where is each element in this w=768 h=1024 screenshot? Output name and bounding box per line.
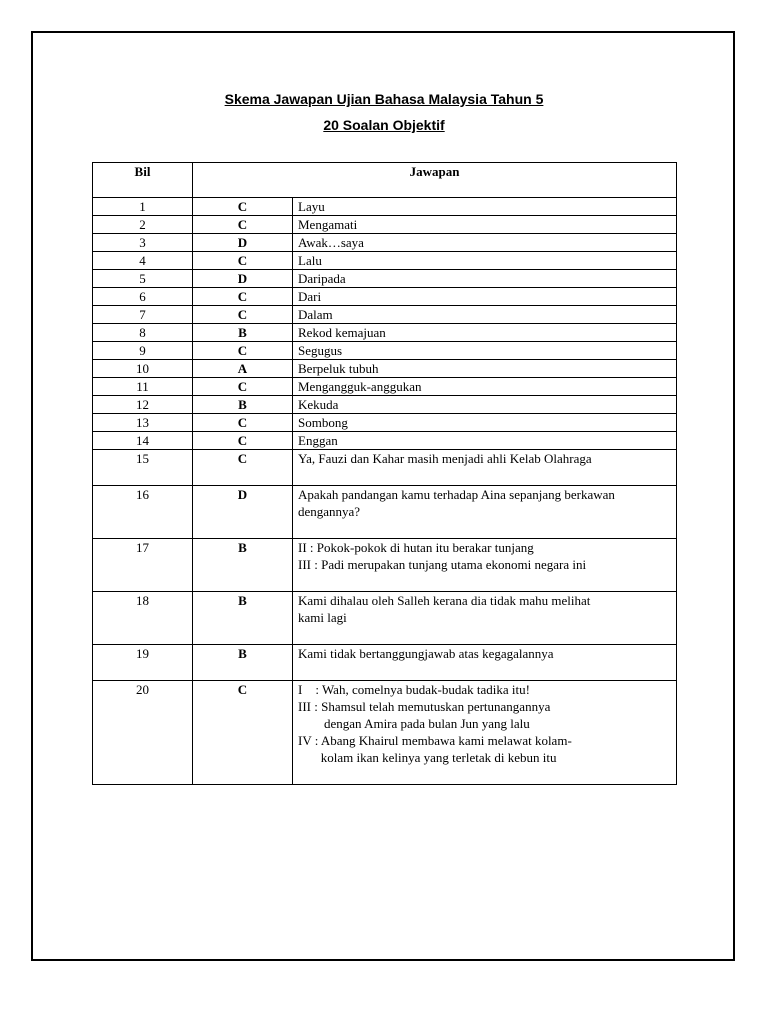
table-row xyxy=(93,592,677,645)
answer-letter: C xyxy=(193,450,293,486)
row-number: 10 xyxy=(93,360,193,378)
answer-letter: A xyxy=(193,360,293,378)
answer-letter: C xyxy=(193,681,293,785)
answer-text xyxy=(293,645,677,681)
answer-text xyxy=(293,396,677,414)
table-row xyxy=(93,216,677,234)
answer-line: dengannya? xyxy=(298,504,361,519)
answer-text xyxy=(293,450,677,486)
table-row xyxy=(93,378,677,396)
answer-line: Mengangguk-anggukan xyxy=(298,379,422,394)
answer-letter: C xyxy=(193,252,293,270)
answer-line: Kami tidak bertanggungjawab atas kegagalannya xyxy=(298,646,554,661)
answer-line: Berpeluk tubuh xyxy=(298,361,379,376)
row-number: 20 xyxy=(93,681,193,785)
row-number: 6 xyxy=(93,288,193,306)
answer-line: Rekod kemajuan xyxy=(298,325,386,340)
answer-line: kolam ikan kelinya yang terletak di kebun itu xyxy=(298,750,557,765)
answer-text xyxy=(293,306,677,324)
answer-letter: B xyxy=(193,324,293,342)
row-number: 2 xyxy=(93,216,193,234)
answer-letter: B xyxy=(193,645,293,681)
row-number: 17 xyxy=(93,539,193,592)
table-row xyxy=(93,288,677,306)
answer-line: III : Padi merupakan tunjang utama ekonomi negara ini xyxy=(298,557,587,572)
row-number: 12 xyxy=(93,396,193,414)
answer-line: Enggan xyxy=(298,433,338,448)
table-row xyxy=(93,432,677,450)
answer-letter: C xyxy=(193,306,293,324)
answer-line: Kami dihalau oleh Salleh kerana dia tidak mahu melihat xyxy=(298,593,591,608)
answer-letter: D xyxy=(193,486,293,539)
answer-line: Mengamati xyxy=(298,217,358,232)
answer-letter: C xyxy=(193,414,293,432)
answer-line: III : Shamsul telah memutuskan pertunangannya xyxy=(298,699,551,714)
answer-line: Segugus xyxy=(298,343,343,358)
answer-text xyxy=(293,198,677,216)
answer-line: Ya, Fauzi dan Kahar masih menjadi ahli Kelab Olahraga xyxy=(298,451,592,466)
row-number: 3 xyxy=(93,234,193,252)
answer-line: Layu xyxy=(298,199,325,214)
answer-line: kami lagi xyxy=(298,610,347,625)
table-row xyxy=(93,198,677,216)
answer-letter: B xyxy=(193,396,293,414)
table-row xyxy=(93,324,677,342)
table-header-row xyxy=(93,163,677,198)
answer-text xyxy=(293,216,677,234)
answer-line: II : Pokok-pokok di hutan itu berakar tunjang xyxy=(298,540,534,555)
answer-line: Dari xyxy=(298,289,322,304)
answer-line: Dalam xyxy=(298,307,333,322)
answer-text xyxy=(293,378,677,396)
row-number: 16 xyxy=(93,486,193,539)
answer-text xyxy=(293,342,677,360)
row-number: 4 xyxy=(93,252,193,270)
answer-letter: C xyxy=(193,288,293,306)
table-row xyxy=(93,342,677,360)
answer-text xyxy=(293,414,677,432)
answer-line: Awak…saya xyxy=(298,235,364,250)
row-number: 5 xyxy=(93,270,193,288)
answer-line: Kekuda xyxy=(298,397,339,412)
document-title: Skema Jawapan Ujian Bahasa Malaysia Tahun 5 xyxy=(224,91,544,107)
answer-text xyxy=(293,360,677,378)
row-number: 7 xyxy=(93,306,193,324)
table-row xyxy=(93,414,677,432)
answer-letter: C xyxy=(193,432,293,450)
table-row xyxy=(93,396,677,414)
row-number: 15 xyxy=(93,450,193,486)
answer-line: IV : Abang Khairul membawa kami melawat kolam- xyxy=(298,733,572,748)
row-number: 14 xyxy=(93,432,193,450)
answer-text xyxy=(293,234,677,252)
table-row xyxy=(93,645,677,681)
table-row xyxy=(93,486,677,539)
table-row xyxy=(93,270,677,288)
row-number: 1 xyxy=(93,198,193,216)
document-subtitle: 20 Soalan Objektif xyxy=(323,117,445,133)
table-row xyxy=(93,306,677,324)
answer-line: Lalu xyxy=(298,253,322,268)
answer-letter: C xyxy=(193,216,293,234)
row-number: 11 xyxy=(93,378,193,396)
answer-letter: C xyxy=(193,198,293,216)
row-number: 18 xyxy=(93,592,193,645)
header-jawapan: Jawapan xyxy=(193,163,677,198)
table-row xyxy=(93,681,677,785)
answer-text xyxy=(293,288,677,306)
answer-line: Apakah pandangan kamu terhadap Aina sepanjang berkawan xyxy=(298,487,615,502)
answer-letter: D xyxy=(193,234,293,252)
answer-line: Sombong xyxy=(298,415,348,430)
answer-text xyxy=(293,681,677,785)
answer-text xyxy=(293,432,677,450)
table-row xyxy=(93,539,677,592)
row-number: 19 xyxy=(93,645,193,681)
answer-letter: B xyxy=(193,592,293,645)
answer-text xyxy=(293,252,677,270)
table-row xyxy=(93,450,677,486)
answer-text xyxy=(293,539,677,592)
table-row xyxy=(93,360,677,378)
answer-letter: B xyxy=(193,539,293,592)
answer-text xyxy=(293,486,677,539)
answer-line: Daripada xyxy=(298,271,346,286)
table-row xyxy=(93,252,677,270)
answer-line: dengan Amira pada bulan Jun yang lalu xyxy=(298,716,530,731)
answer-text xyxy=(293,592,677,645)
answer-letter: D xyxy=(193,270,293,288)
row-number: 13 xyxy=(93,414,193,432)
row-number: 9 xyxy=(93,342,193,360)
answer-text xyxy=(293,270,677,288)
answer-letter: C xyxy=(193,342,293,360)
answer-letter: C xyxy=(193,378,293,396)
row-number: 8 xyxy=(93,324,193,342)
table-row xyxy=(93,234,677,252)
answer-table xyxy=(92,162,677,785)
header-bil: Bil xyxy=(93,163,193,198)
answer-line: I : Wah, comelnya budak-budak tadika itu! xyxy=(298,682,530,697)
answer-text xyxy=(293,324,677,342)
